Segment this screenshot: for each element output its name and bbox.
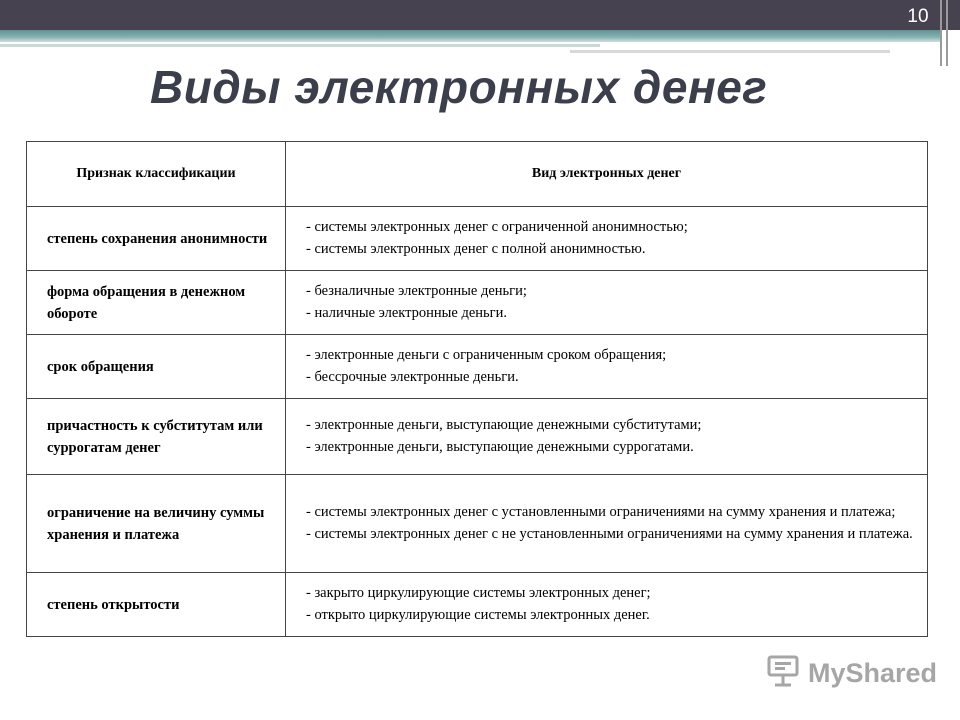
decor-vertical-line (946, 0, 948, 66)
row-sign-cell: ограничение на величину суммы хранения и платежа (27, 475, 286, 573)
type-item: - системы электронных денег с установленными ограничениями на сумму хранения и платежа; (306, 503, 896, 520)
type-item: - безналичные электронные деньги; (306, 282, 527, 299)
type-item: - системы электронных денег с полной анонимностью. (306, 240, 646, 257)
type-item: - электронные деньги, выступающие денежными субститутами; (306, 416, 702, 433)
type-item: - электронные деньги с ограниченным сроком обращения; (306, 346, 667, 363)
row-types-cell (286, 271, 928, 335)
type-item: - системы электронных денег с не установленными ограничениями на сумму хранения и платежа. (306, 525, 913, 542)
table-row (27, 475, 928, 573)
classification-table (26, 141, 928, 637)
table-row (27, 207, 928, 271)
decor-right-strip (570, 50, 890, 53)
top-decor-bar (0, 0, 960, 30)
slide-title: Виды электронных денег (150, 61, 768, 113)
watermark-text: MyShared (808, 657, 938, 688)
type-item: - открыто циркулирующие системы электронных денег. (306, 606, 650, 623)
type-item: - системы электронных денег с ограниченной анонимностью; (306, 218, 688, 235)
table-header-row (27, 142, 928, 207)
table-row (27, 573, 928, 637)
table-row (27, 399, 928, 475)
row-types-cell (286, 207, 928, 271)
row-types-cell (286, 399, 928, 475)
type-item: - электронные деньги, выступающие денежными суррогатами. (306, 438, 694, 455)
decor-thin-line (0, 44, 600, 47)
decor-vertical-line (940, 0, 942, 66)
row-sign-cell: степень открытости (27, 573, 286, 637)
type-item: - наличные электронные деньги. (306, 304, 507, 321)
row-sign-cell: срок обращения (27, 335, 286, 399)
presentation-board-icon (766, 655, 802, 692)
row-sign-cell: причастность к субститутам или суррогатам денег (27, 399, 286, 475)
slide-number: 10 (907, 6, 929, 27)
myshared-watermark (766, 656, 937, 690)
type-item: - закрыто циркулирующие системы электронных денег; (306, 584, 651, 601)
table-row (27, 335, 928, 399)
row-sign-cell: форма обращения в денежном обороте (27, 271, 286, 335)
teal-decor-band (0, 30, 940, 42)
row-types-cell (286, 573, 928, 637)
header-classification-sign: Признак классификации (27, 142, 286, 207)
type-item: - бессрочные электронные деньги. (306, 368, 519, 385)
row-sign-cell: степень сохранения анонимности (27, 207, 286, 271)
header-money-type: Вид электронных денег (286, 142, 928, 207)
row-types-cell (286, 475, 928, 573)
table-row (27, 271, 928, 335)
row-types-cell (286, 335, 928, 399)
